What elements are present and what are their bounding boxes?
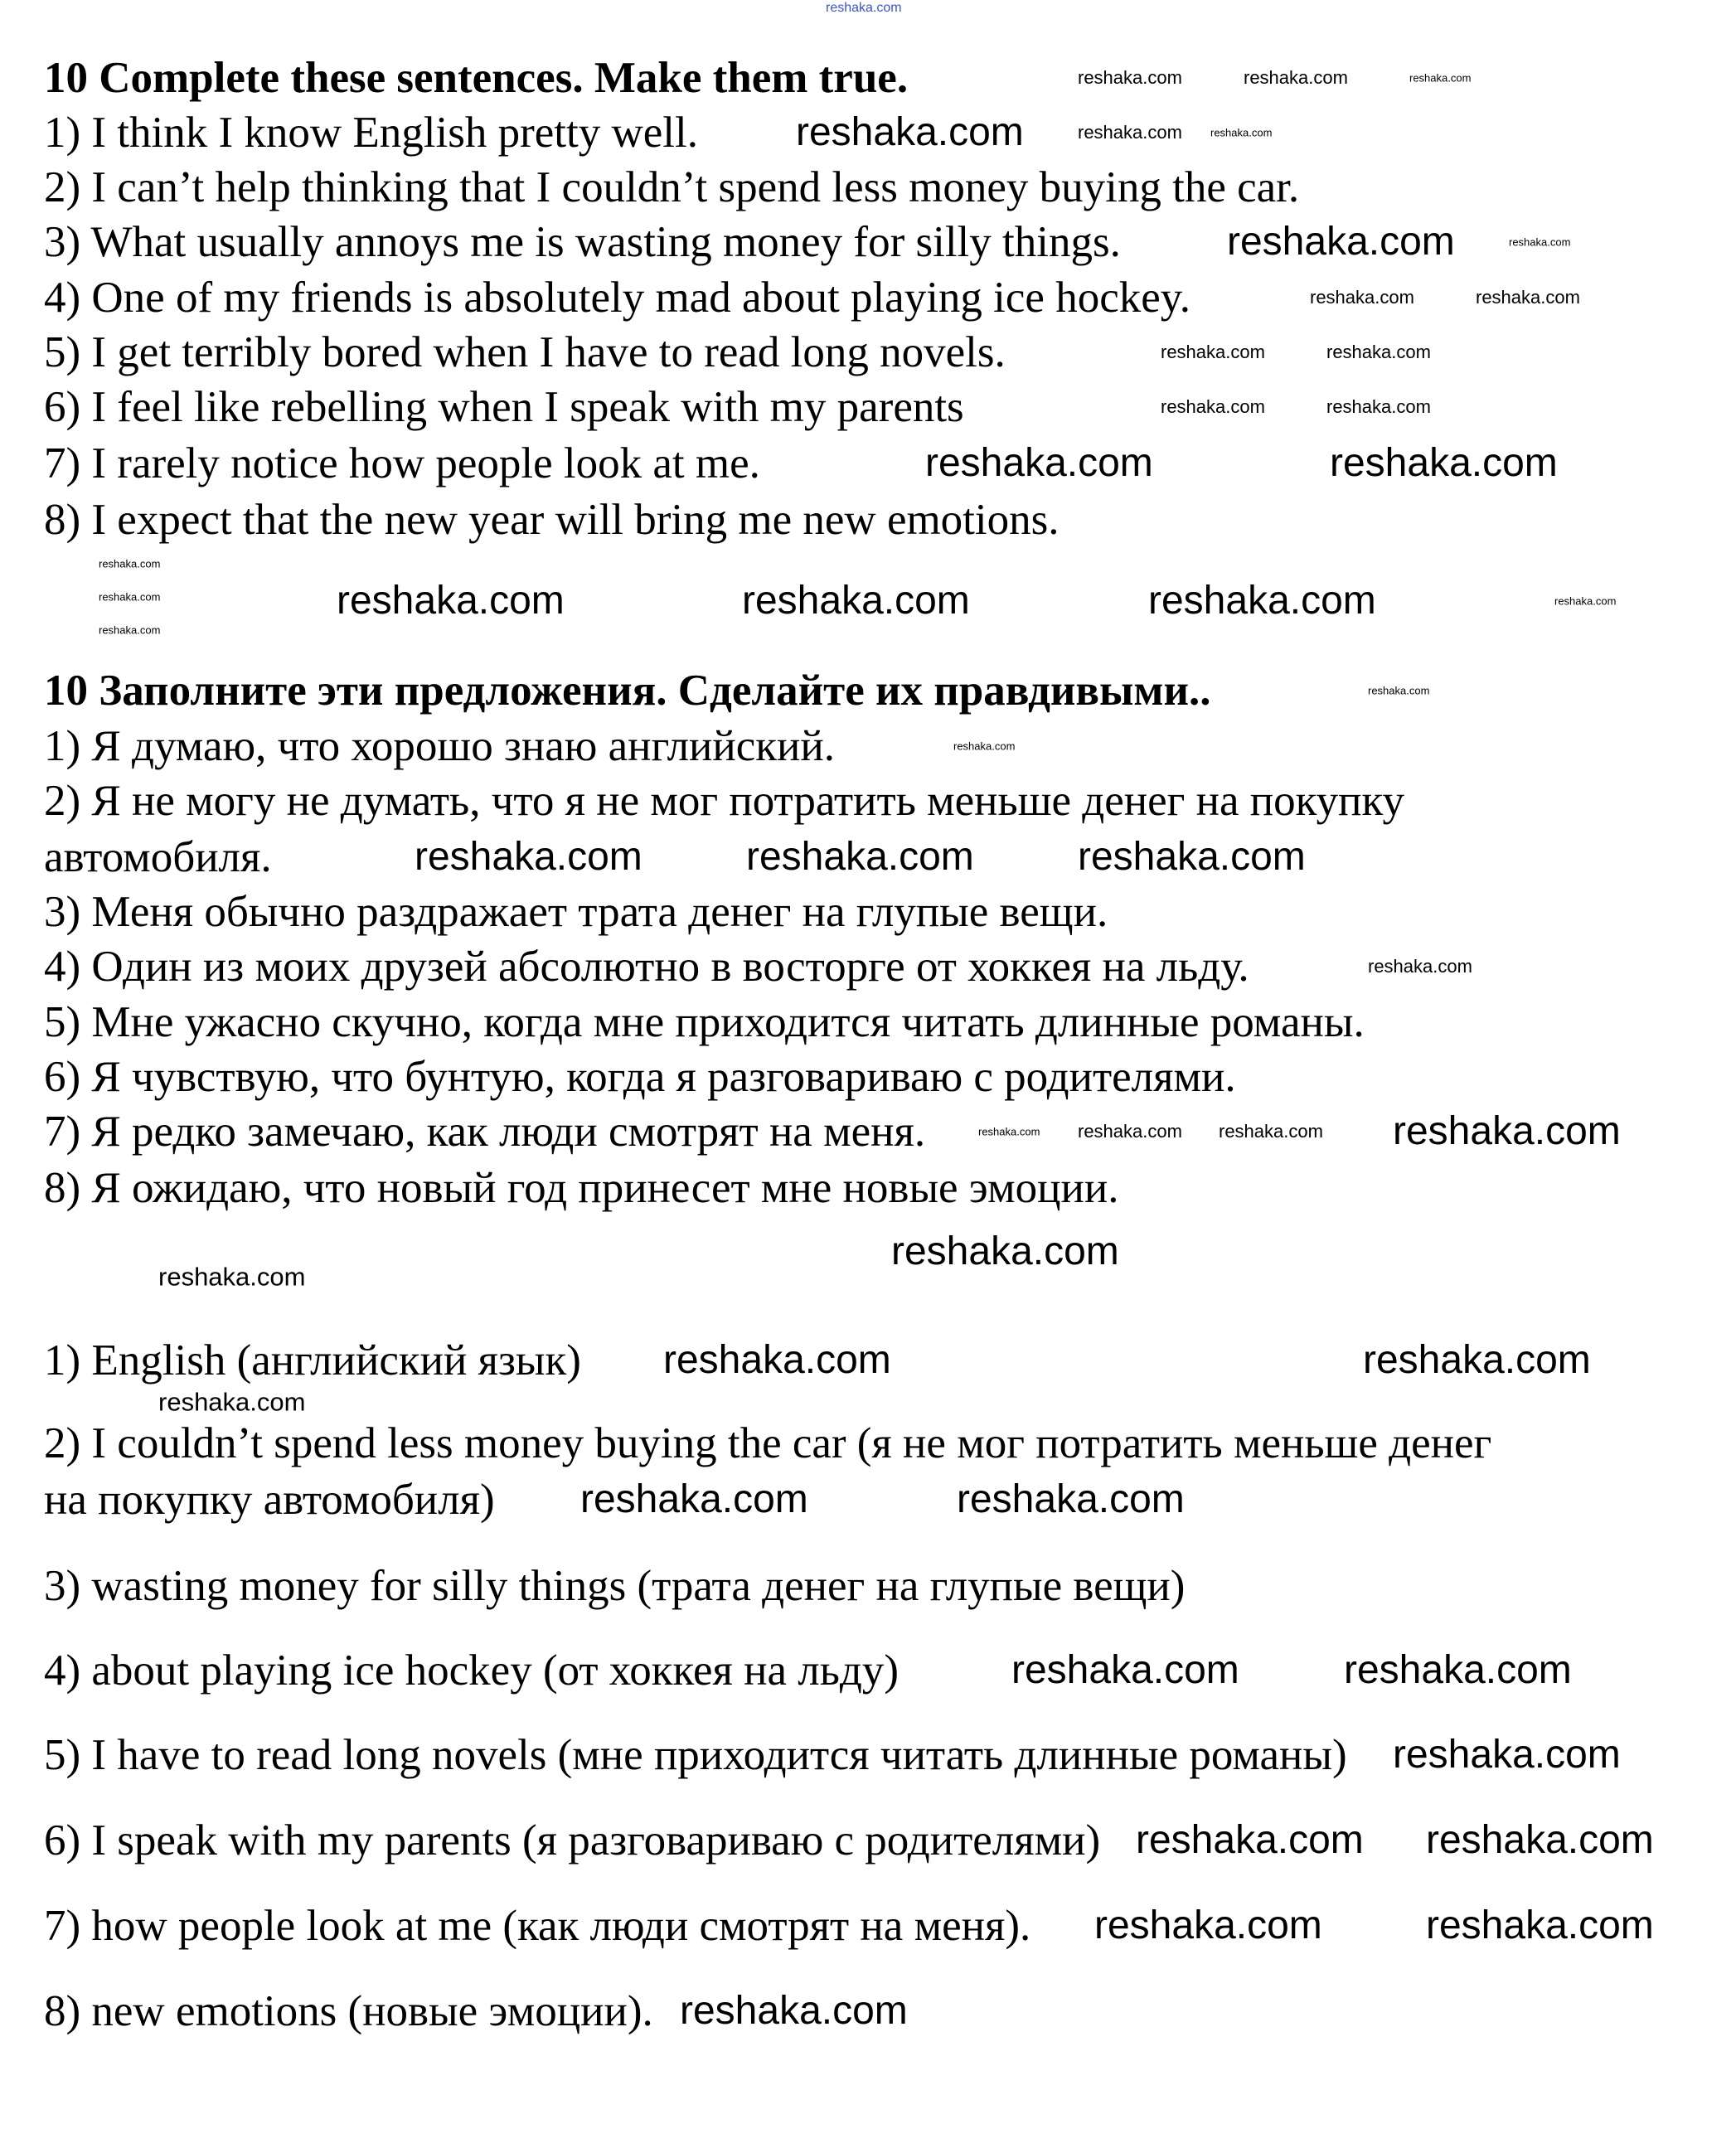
watermark: reshaka.com	[99, 557, 161, 570]
answer-4: 4) about playing ice hockey (от хоккея на льду)	[44, 1646, 899, 1695]
watermark: reshaka.com	[1393, 1109, 1621, 1153]
watermark: reshaka.com	[742, 579, 970, 623]
watermark: reshaka.com	[891, 1229, 1119, 1273]
watermark: reshaka.com	[1161, 342, 1265, 362]
answer-3: 3) wasting money for silly things (трата денег на глупые вещи)	[44, 1562, 1186, 1610]
watermark: reshaka.com	[1509, 235, 1571, 249]
watermark: reshaka.com	[158, 1387, 306, 1417]
sentence-en-5: 5) I get terribly bored when I have to read long novels.	[44, 328, 1006, 376]
watermark: reshaka.com	[1210, 126, 1273, 139]
watermark: reshaka.com	[1330, 441, 1558, 485]
watermark: reshaka.com	[1393, 1733, 1621, 1777]
sentence-en-2: 2) I can’t help thinking that I couldn’t spend less money buying the car.	[44, 163, 1300, 211]
watermark: reshaka.com	[415, 835, 643, 879]
watermark: reshaka.com	[158, 1262, 306, 1292]
sentence-en-1: 1) I think I know English pretty well.	[44, 109, 698, 157]
sentence-en-8: 8) I expect that the new year will bring me new emotions.	[44, 496, 1060, 544]
sentence-ru-6: 6) Я чувствую, что бунтую, когда я разговариваю с родителями.	[44, 1053, 1236, 1101]
watermark: reshaka.com	[1344, 1648, 1572, 1692]
watermark: reshaka.com	[1227, 220, 1455, 264]
watermark: reshaka.com	[663, 1338, 891, 1382]
watermark: reshaka.com	[1244, 67, 1348, 88]
watermark: reshaka.com	[1148, 579, 1376, 623]
watermark: reshaka.com	[1094, 1903, 1322, 1947]
watermark: reshaka.com	[1363, 1338, 1591, 1382]
watermark: reshaka.com	[1368, 956, 1472, 977]
sentence-ru-2-cont: автомобиля.	[44, 833, 272, 881]
answer-6: 6) I speak with my parents (я разговариваю с родителями)	[44, 1816, 1101, 1864]
sentence-en-6: 6) I feel like rebelling when I speak with my parents	[44, 383, 964, 431]
watermark: reshaka.com	[1078, 1121, 1182, 1142]
answer-1: 1) English (английский язык)	[44, 1336, 581, 1384]
watermark: reshaka.com	[1161, 396, 1265, 417]
sentence-ru-3: 3) Меня обычно раздражает трата денег на глупые вещи.	[44, 888, 1108, 936]
watermark: reshaka.com	[1011, 1648, 1239, 1692]
answer-2-cont: на покупку автомобиля)	[44, 1476, 495, 1524]
sentence-ru-7: 7) Я редко замечаю, как люди смотрят на меня.	[44, 1108, 926, 1156]
watermark: reshaka.com	[1554, 594, 1617, 608]
watermark: reshaka.com	[337, 579, 565, 623]
watermark: reshaka.com	[1426, 1818, 1654, 1862]
answer-2: 2) I couldn’t spend less money buying the car (я не мог потратить меньше денег	[44, 1419, 1492, 1467]
watermark: reshaka.com	[1426, 1903, 1654, 1947]
watermark: reshaka.com	[746, 835, 974, 879]
watermark: reshaka.com	[1136, 1818, 1364, 1862]
sentence-en-4: 4) One of my friends is absolutely mad about playing ice hockey.	[44, 274, 1191, 322]
sentence-ru-4: 4) Один из моих друзей абсолютно в восторге от хоккея на льду.	[44, 943, 1249, 991]
watermark: reshaka.com	[978, 1125, 1040, 1138]
watermark: reshaka.com	[1476, 287, 1580, 308]
sentence-ru-8: 8) Я ожидаю, что новый год принесет мне новые эмоции.	[44, 1164, 1119, 1212]
answer-7: 7) how people look at me (как люди смотрят на меня).	[44, 1902, 1031, 1950]
sentence-en-3: 3) What usually annoys me is wasting money for silly things.	[44, 218, 1121, 266]
watermark: reshaka.com	[1078, 122, 1182, 143]
watermark: reshaka.com	[1310, 287, 1414, 308]
sentence-ru-2: 2) Я не могу не думать, что я не мог потратить меньше денег на покупку	[44, 777, 1405, 825]
sentence-en-7: 7) I rarely notice how people look at me.	[44, 439, 760, 487]
watermark: reshaka.com	[99, 623, 161, 637]
watermark: reshaka.com	[1326, 342, 1431, 362]
answer-8: 8) new emotions (новые эмоции).	[44, 1987, 653, 2035]
sentence-ru-5: 5) Мне ужасно скучно, когда мне приходится читать длинные романы.	[44, 998, 1365, 1046]
watermark: reshaka.com	[1078, 67, 1182, 88]
watermark-top: reshaka.com	[826, 1, 902, 15]
watermark: reshaka.com	[680, 1989, 908, 2033]
watermark: reshaka.com	[796, 110, 1024, 154]
watermark: reshaka.com	[1219, 1121, 1323, 1142]
watermark: reshaka.com	[580, 1477, 808, 1521]
watermark: reshaka.com	[925, 441, 1153, 485]
answer-5: 5) I have to read long novels (мне приходится читать длинные романы)	[44, 1731, 1347, 1779]
watermark: reshaka.com	[1326, 396, 1431, 417]
exercise-title-en: 10 Complete these sentences. Make them true.	[44, 54, 909, 102]
watermark: reshaka.com	[1368, 684, 1430, 697]
watermark: reshaka.com	[953, 739, 1016, 753]
watermark: reshaka.com	[1078, 835, 1306, 879]
sentence-ru-1: 1) Я думаю, что хорошо знаю английский.	[44, 722, 835, 770]
exercise-title-ru: 10 Заполните эти предложения. Сделайте их правдивыми..	[44, 667, 1211, 715]
watermark: reshaka.com	[99, 590, 161, 604]
watermark: reshaka.com	[957, 1477, 1185, 1521]
watermark: reshaka.com	[1409, 71, 1472, 85]
